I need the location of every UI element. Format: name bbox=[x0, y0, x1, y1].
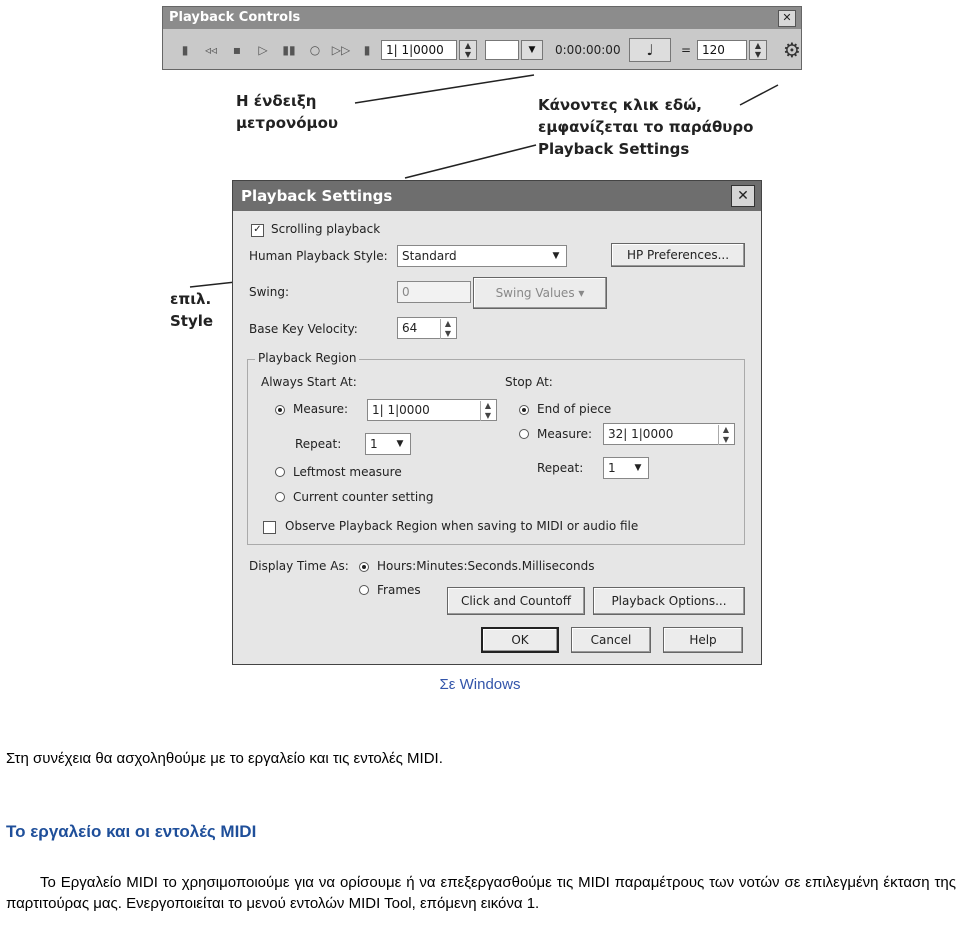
radio-icon[interactable] bbox=[275, 492, 285, 502]
cancel-button[interactable]: Cancel bbox=[571, 627, 651, 653]
dropdown-arrow-icon[interactable]: ▼ bbox=[396, 439, 404, 449]
repeat-value: 1 bbox=[370, 437, 378, 451]
click-here-arrow-dialog bbox=[405, 145, 536, 178]
click-countoff-button[interactable]: Click and Countoff bbox=[447, 587, 585, 615]
note-icon[interactable]: ♩ bbox=[629, 38, 671, 62]
repeat-label: Repeat: bbox=[295, 437, 342, 451]
stop-repeat-label: Repeat: bbox=[537, 461, 584, 475]
stop-measure-label[interactable]: Measure: bbox=[537, 427, 593, 441]
image-caption: Σε Windows bbox=[439, 676, 521, 693]
radio-icon[interactable] bbox=[359, 585, 369, 595]
tempo-spinner-icon[interactable]: ▲ ▼ bbox=[749, 40, 767, 60]
metronome-callout-line2: μετρονόμου bbox=[236, 114, 338, 132]
pause-icon[interactable]: ▮▮ bbox=[282, 43, 296, 57]
swing-field[interactable]: 0 bbox=[397, 281, 471, 303]
dropdown-arrow-icon[interactable]: ▼ bbox=[552, 251, 560, 261]
dialog-title: Playback Settings bbox=[233, 181, 761, 211]
display-time-label: Display Time As: bbox=[249, 559, 349, 573]
click-here-callout-line2: εμφανίζεται το παράθυρο bbox=[538, 118, 754, 136]
ok-button[interactable]: OK bbox=[481, 627, 559, 653]
playback-settings-dialog bbox=[232, 180, 762, 665]
human-style-select[interactable] bbox=[397, 245, 567, 267]
stop-repeat-select[interactable] bbox=[603, 457, 649, 479]
counter-spinner-icon[interactable]: ▲ ▼ bbox=[459, 40, 477, 60]
checkbox-icon[interactable] bbox=[263, 521, 276, 534]
base-key-velocity-value: 64 bbox=[402, 321, 418, 335]
stop-icon[interactable]: ▮ bbox=[181, 43, 189, 57]
tempo-field[interactable]: 120 bbox=[697, 40, 747, 60]
chevron-down-icon: ▾ bbox=[578, 286, 585, 300]
frames-label[interactable]: Frames bbox=[377, 583, 421, 597]
intro-paragraph: Στη συνέχεια θα ασχοληθούμε με το εργαλείο και τις εντολές MIDI. bbox=[6, 750, 443, 767]
dropdown-arrow-icon[interactable]: ▼ bbox=[634, 463, 642, 473]
hp-preferences-button[interactable]: HP Preferences... bbox=[611, 243, 745, 267]
body-paragraph: Το Εργαλείο MIDI το χρησιμοποιούμε για να ορίσουμε ή να επεξεργασθούμε τις MIDI παραμέτρους των νοτών σε επιλεγμένη έκταση της παρτιτούρας μας. Ενεργοποιείται το μενού εντολών MIDI Tool, επόμενη εικόνα 1. bbox=[6, 874, 956, 912]
radio-icon[interactable] bbox=[275, 405, 285, 415]
swing-values-label: Swing Values bbox=[495, 286, 575, 300]
stop-at-label: Stop At: bbox=[505, 375, 553, 389]
stop-repeat-value: 1 bbox=[608, 461, 616, 475]
human-style-value: Standard bbox=[402, 249, 457, 263]
time-display: 0:00:00:00 bbox=[555, 43, 621, 57]
chevron-down-icon[interactable]: ▼ bbox=[521, 40, 543, 60]
spinner-icon[interactable]: ▲ ▼ bbox=[718, 425, 733, 445]
close-icon[interactable]: ✕ bbox=[731, 185, 755, 207]
metronome-callout-line1: Η ένδειξη bbox=[236, 92, 317, 110]
spinner-icon[interactable]: ▲ ▼ bbox=[440, 319, 455, 339]
help-button[interactable]: Help bbox=[663, 627, 743, 653]
counter-field[interactable]: 1| 1|0000 bbox=[381, 40, 457, 60]
playback-region-title: Playback Region bbox=[255, 351, 359, 365]
metronome-icon[interactable]: ⚙ bbox=[783, 38, 801, 62]
click-here-callout bbox=[538, 94, 753, 160]
play-icon[interactable]: ▷ bbox=[258, 43, 268, 57]
start-measure-field[interactable] bbox=[367, 399, 497, 421]
record-icon[interactable]: ○ bbox=[309, 43, 321, 57]
hms-label[interactable]: Hours:Minutes:Seconds.Milliseconds bbox=[377, 559, 595, 573]
close-icon[interactable]: ✕ bbox=[778, 10, 796, 27]
end-of-piece-label[interactable]: End of piece bbox=[537, 402, 612, 416]
start-measure-label[interactable]: Measure: bbox=[293, 402, 349, 416]
metronome-arrow bbox=[355, 75, 534, 103]
stop-measure-field[interactable] bbox=[603, 423, 735, 445]
checkbox-icon[interactable]: ✓ bbox=[251, 224, 264, 237]
playback-options-button[interactable]: Playback Options... bbox=[593, 587, 745, 615]
spinner-icon[interactable]: ▲ ▼ bbox=[480, 401, 495, 421]
base-key-velocity-label: Base Key Velocity: bbox=[249, 322, 358, 336]
radio-icon[interactable] bbox=[359, 562, 369, 572]
style-callout-line2: Style bbox=[170, 312, 214, 330]
style-callout bbox=[170, 288, 213, 332]
equals-sign: = bbox=[681, 43, 692, 57]
always-start-label: Always Start At: bbox=[261, 375, 357, 389]
click-here-callout-line3: Playback Settings bbox=[538, 140, 690, 158]
metronome-callout bbox=[236, 90, 338, 134]
leftmost-measure-label[interactable]: Leftmost measure bbox=[293, 465, 402, 479]
swing-values-button[interactable] bbox=[473, 277, 607, 309]
end-icon[interactable]: ▮ bbox=[363, 43, 371, 57]
observe-region-label[interactable]: Observe Playback Region when saving to MIDI or audio file bbox=[285, 519, 639, 533]
radio-icon[interactable] bbox=[275, 467, 285, 477]
base-key-velocity-field[interactable] bbox=[397, 317, 457, 339]
section-heading: Το εργαλείο και οι εντολές MIDI bbox=[6, 822, 257, 841]
playback-controls-title: Playback Controls bbox=[163, 7, 801, 29]
swing-label: Swing: bbox=[249, 285, 290, 299]
human-style-label: Human Playback Style: bbox=[249, 249, 388, 263]
style-callout-line1: επιλ. bbox=[170, 290, 212, 308]
fast-forward-icon[interactable]: ▷▷ bbox=[331, 43, 351, 57]
rewind-icon[interactable]: ◃◃ bbox=[204, 43, 218, 57]
start-measure-value: 1| 1|0000 bbox=[372, 403, 430, 417]
radio-icon[interactable] bbox=[519, 405, 529, 415]
click-here-callout-line1: Κάνοντες κλικ εδώ, bbox=[538, 96, 702, 114]
stop-square-icon[interactable]: ▪ bbox=[232, 43, 242, 57]
radio-icon[interactable] bbox=[519, 429, 529, 439]
stop-measure-value: 32| 1|0000 bbox=[608, 427, 674, 441]
repeat-select[interactable] bbox=[365, 433, 411, 455]
current-counter-label[interactable]: Current counter setting bbox=[293, 490, 434, 504]
scrolling-playback-label[interactable]: Scrolling playback bbox=[271, 222, 381, 236]
